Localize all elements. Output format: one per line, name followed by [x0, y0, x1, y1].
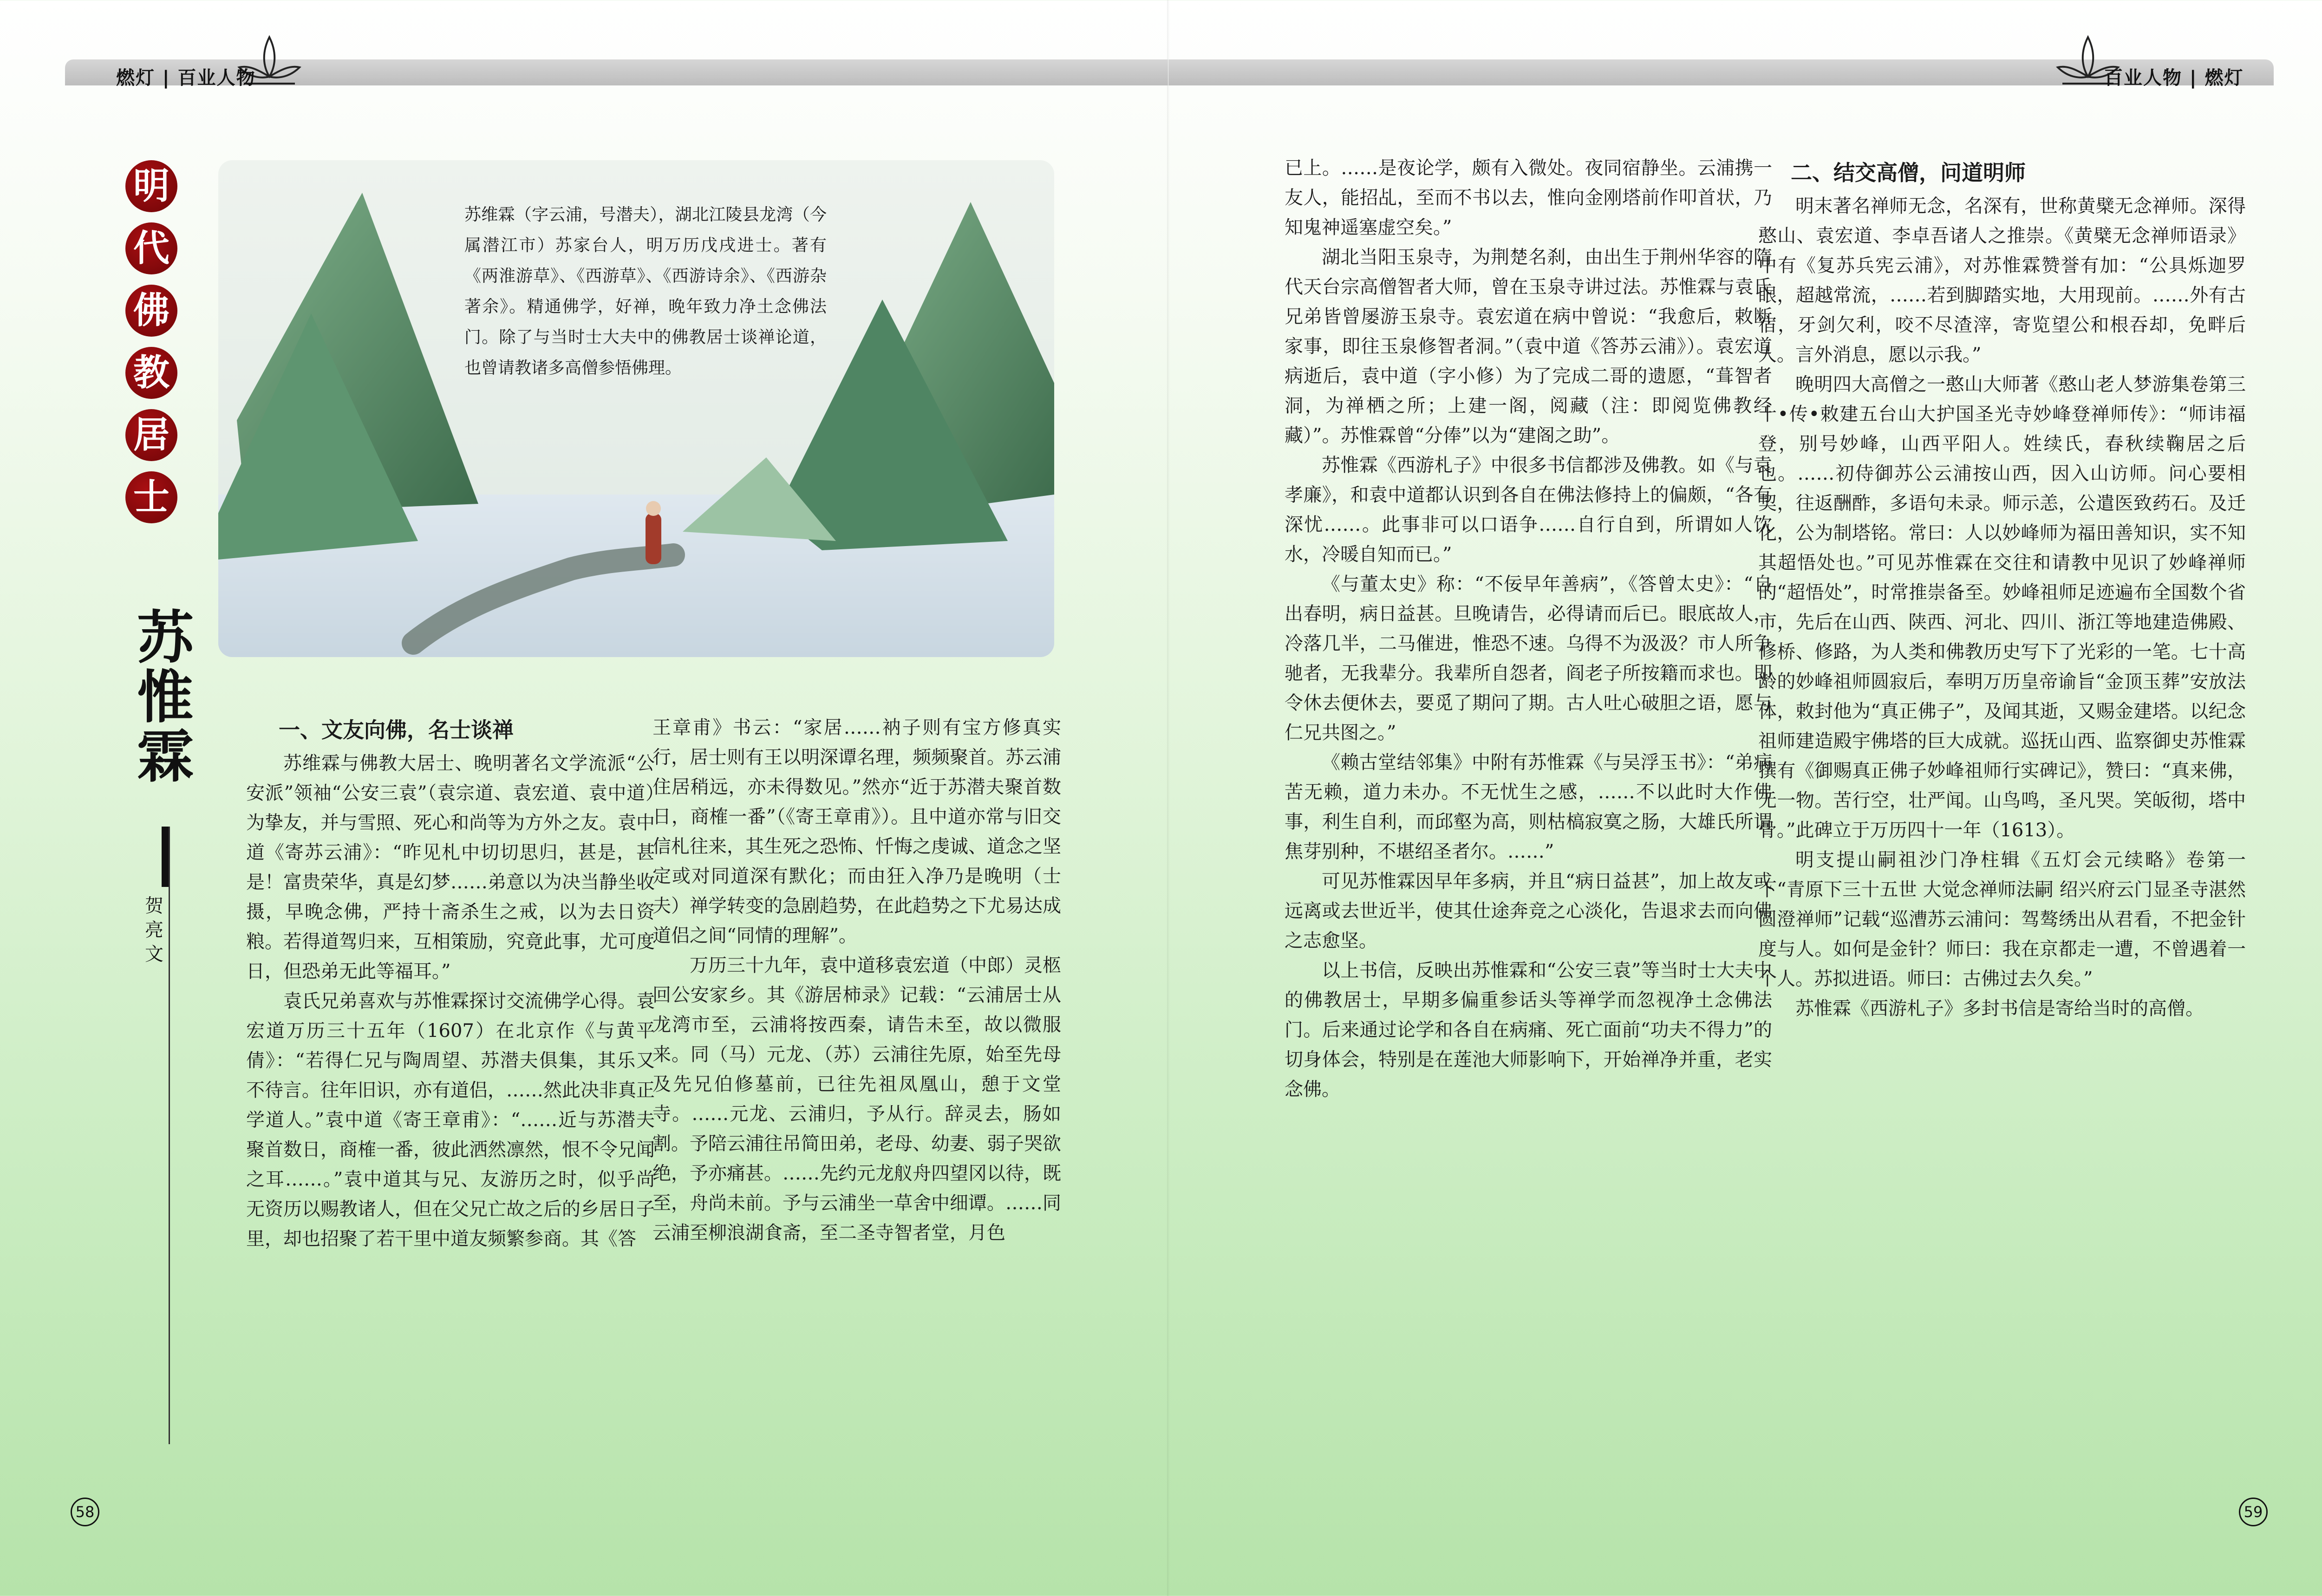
paragraph: 明末著名禅师无念，名深有，世称黄檗无念禅师。深得憨山、袁宏道、李卓吾诸人之推崇。《黄檗无念禅师语录》中有《复苏兵宪云浦》，对苏惟霖赞誉有加：“公具烁迦罗眼，超越常流，……若到脚踏实地，大用现前。……外有古宿，牙剑欠利，咬不尽渣滓，寄览望公和根吞却，免畔后人。言外消息，愿以示我。” [1758, 195, 2246, 365]
author-byline [144, 894, 164, 966]
column-3 [1285, 153, 1772, 1104]
title-char: 佛 [125, 285, 177, 337]
paragraph: 袁氏兄弟喜欢与苏惟霖探讨交流佛学心得。袁宏道万历三十五年（1607）在北京作《与黄平倩》：“若得仁兄与陶周望、苏潜夫俱集，其乐又不待言。往年旧识，亦有道侣，……然此决非真正学道人。”袁中道《寄王章甫》：“……近与苏潜夫聚首数日，商榷一番，彼此洒然凛然，恨不令兄闻之耳……。”袁中道其与兄、友游历之时，似乎尚无资历以赐教诸人，但在父兄亡故之后的乡居日子里，却也招聚了若干里中道友频繁参商。其《答 [246, 990, 655, 1250]
paragraph: 苏维霖与佛教大居士、晚明著名文学流派“公安派”领袖“公安三袁”（袁宗道、袁宏道、袁中道）为挚友，并与雪照、死心和尚等为方外之友。袁中道《寄苏云浦》：“昨见札中切切思归，甚是，甚是！富贵荣华，真是幻梦……弟意以为决当静坐收摄，早晚念佛，严持十斋杀生之戒，以为去日资粮。若得道驾归来，互相策励，究竟此事，尤可度日，但恐弟无此等福耳。” [246, 753, 655, 982]
name-char: 惟 [137, 664, 194, 730]
paragraph: 可见苏惟霖因早年多病，并且“病日益甚”，加上故友或远离或去世近半，使其仕途奔竞之心淡化，告退求去而向佛之志愈坚。 [1285, 871, 1772, 951]
paragraph: 苏惟霖《西游札子》中很多书信都涉及佛教。如《与袁孝廉》，和袁中道都认识到各自在佛法修持上的偏颇，“各有深忧……。此事非可以口语争……自行自到，所谓如人饮水，冷暖自知而已。” [1285, 455, 1772, 565]
page-number-right: 59 [2239, 1498, 2268, 1526]
header-title-left: 燃灯 | 百业人物 [116, 67, 256, 89]
page-number-left: 58 [71, 1498, 99, 1526]
paragraph: 《与董太史》称：“不佞早年善病”，《答曾太史》：“自出春明，病日益甚。旦晚请告，必得请而后已。眼底故人，冷落几半，二马催进，惟恐不速。乌得不为汲汲？市人所争驰者，无我辈分。我辈所自怨者，阎老子所按籍而求也。即令休去便休去，要觅了期问了期。古人吐心破胆之语，愿与仁兄共图之。” [1285, 573, 1772, 743]
right-page [1168, 0, 2322, 1596]
article-name [137, 605, 207, 790]
paragraph: 湖北当阳玉泉寺，为荆楚名刹，由出生于荆州华容的隋代天台宗高僧智者大师，曾在玉泉寺讲过法。苏惟霖与袁氏兄弟皆曾屡游玉泉寺。袁宏道在病中曾说：“我愈后，敕断家事，即往玉泉修智者洞。”（袁中道《答苏云浦》）。袁宏道病逝后，袁中道（字小修）为了完成二哥的遗愿，“葺智者洞，为禅栖之所；上建一阁，阅藏（注：即阅览佛教经藏）”。苏惟霖曾“分俸”以为“建阁之助”。 [1285, 247, 1772, 446]
title-char: 教 [125, 347, 177, 399]
paragraph: 苏惟霖《西游札子》多封书信是寄给当时的高僧。 [1795, 998, 2204, 1019]
paragraph: 以上书信，反映出苏惟霖和“公安三袁”等当时士大夫中的佛教居士，早期多偏重参话头等禅学而忽视净土念佛法门。后来通过论学和各自在病痛、死亡面前“功夫不得力”的切身体会，特别是在莲池大师影响下，开始禅净并重，老实念佛。 [1285, 960, 1772, 1100]
column-4 [1758, 158, 2246, 1023]
name-char: 苏 [137, 605, 194, 671]
paragraph: 王章甫》书云：“家居……衲子则有宝方修真实行，居士则有王以明深谭名理，频频聚首。苏云浦住居稍远，亦未得数见。”然亦“近于苏潜夫聚首数日，商榷一番”（《寄王章甫》）。且中道亦常与旧交信札往来，其生死之恐怖、忏悔之虔诚、道念之坚定或对同道深有默化；而由狂入净乃是晚明（士夫）禅学转变的急剧趋势，在此趋势之下尤易达成道侣之间“同情的理解”。 [652, 717, 1061, 946]
header-title-right: 百业人物 | 燃灯 [2104, 67, 2244, 89]
name-char: 霖 [137, 724, 194, 790]
series-title [125, 160, 181, 534]
author-char: 文 [145, 944, 163, 965]
paragraph: 晚明四大高僧之一憨山大师著《憨山老人梦游集卷第三十•传•敕建五台山大护国圣光寺妙峰登禅师传》：“师讳福登，别号妙峰，山西平阳人。姓续氏，春秋续鞠居之后也。……初侍御苏公云浦按山西，因入山访师。问心要相契，往返酬酢，多语句未录。师示恙，公遣医致药石。及迁化，公为制塔铭。常曰：人以妙峰师为福田善知识，实不知其超悟处也。”可见苏惟霖在交往和请教中见识了妙峰禅师的“超悟处”，时常推崇备至。妙峰祖师足迹遍布全国数个省市，先后在山西、陕西、河北、四川、浙江等地建造佛殿、修桥、修路，为人类和佛教历史写下了光彩的一笔。七十高龄的妙峰祖师圆寂后，奉明万历皇帝谕旨“金顶玉葬”安放法体，敕封他为“真正佛子”，及闻其逝，又赐金建塔。以纪念祖师建造殿宇佛塔的巨大成就。巡抚山西、监察御史苏惟霖撰有《御赐真正佛子妙峰祖师行实碑记》，赞曰：“真来佛，无一物。苦行空，壮严闻。山鸟鸣，圣凡哭。笑皈彻，塔中骨。”此碑立于万历四十一年（1613）。 [1758, 374, 2246, 841]
section-heading: 一、文友向佛，名士谈禅 [279, 717, 514, 743]
title-char: 明 [125, 160, 177, 212]
paragraph: 已上。……是夜论学，颇有入微处。夜同宿静坐。云浦携一友人，能招乩，至而不书以去，惟向金刚塔前作叩首状，乃知鬼神遥塞虚空矣。” [1285, 157, 1772, 238]
column-1 [246, 715, 655, 1254]
title-char: 士 [125, 471, 177, 523]
author-char: 亮 [145, 919, 163, 941]
paragraph: 万历三十九年，袁中道移袁宏道（中郎）灵柩回公安家乡。其《游居柿录》记载：“云浦居士从龙湾市至，云浦将按西秦，请告未至，故以微服来。同（马）元龙、（苏）云浦往先原，始至先母及先兄伯修墓前，已往先祖凤凰山，憩于文堂寺。……元龙、云浦归，予从行。辞灵去，肠如割。予陪云浦往吊简田弟，老母、幼妻、弱子哭欲绝，予亦痛甚。……先约元龙舣舟四望冈以待，既至，舟尚未前。予与云浦坐一草舍中细谭。……同云浦至柳浪湖食斋，至二圣寺智者堂，月色 [652, 955, 1061, 1244]
title-char: 代 [125, 222, 177, 274]
title-char: 居 [125, 409, 177, 461]
vertical-rule [169, 827, 170, 1444]
paragraph: 明支提山嗣祖沙门净柱辑《五灯会元续略》卷第一下“青原下三十五世 大觉念禅师法嗣 绍兴府云门显圣寺湛然圆澄禅师”记载“巡漕苏云浦问：驾骜绣出从君看，不把金针度与人。如何是金针？师曰：我在京都走一遭，不曾遇着一个人。苏拟进语。师曰：古佛过去久矣。” [1758, 849, 2246, 990]
author-char: 贺 [145, 895, 163, 917]
intro-paragraph: 苏维霖（字云浦，号潜夫），湖北江陵县龙湾（今属潜江市）苏家台人，明万历戊戌进士。著有《两淮游草》、《西游草》、《西游诗余》、《西游杂著余》。精通佛学，好禅，晚年致力净土念佛法门。除了与当时士大夫中的佛教居士谈禅论道，也曾请教诸多高僧参悟佛理。 [464, 205, 827, 378]
monk-figure [646, 513, 661, 564]
column-2 [652, 713, 1061, 1248]
paragraph: 《赖古堂结邻集》中附有苏惟霖《与吴浮玉书》：“弟病苦无赖，道力未办。不无忧生之感，……不以此时大作佛事，利生自利，而邱壑为高，则枯槁寂寞之肠，大雄氏所谓焦芽别种，不堪绍圣者尔。……” [1285, 752, 1772, 862]
section-heading: 二、结交高僧，问道明师 [1791, 160, 2026, 185]
